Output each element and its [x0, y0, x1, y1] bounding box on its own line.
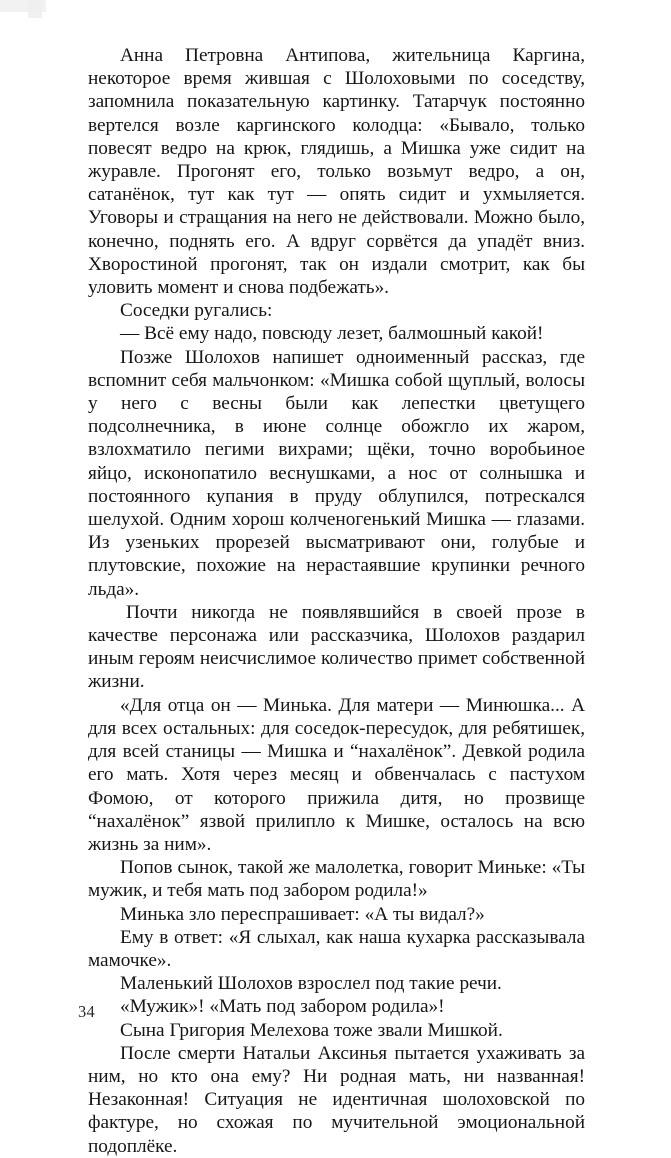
paragraph: Соседки ругались: — [120, 300, 273, 322]
page-text-block — [88, 44, 585, 1158]
paragraph: Позже Шолохов напишет одноименный рассказ, где вспомнит себя мальчонком: «Мишка собой щуплый, волосы у него с весны были как лепестки цветущего подсолнечника, в июне солнце обожгло их жаром, взлохматило пегими вихрами; щёки, точно воробьиное яйцо, исконопатило веснушками, а нос от солнышка и постоянного купания в пруду облупился, потрескался шелухой. Одним хорош колченогенький Мишка — глазами. Из узеньких прорезей высматривают они, голубые и плутовские, похожие на нерастаявшие крупинки речного льда». — [88, 346, 585, 600]
paragraph: После смерти Натальи Аксинья пытается ухаживать за ним, но кто она ему? Ни родная мать, ни названная! Незаконная! Ситуация не идентичная шолоховской по фактуре, но схожая по мучительной эмоциональной подоплёке. — [88, 1042, 585, 1157]
paragraph: Почти никогда не появлявшийся в своей прозе в качестве персонажа или рассказчика, Шолохов раздарил иным героям неисчислимое количество примет собственной жизни. — [88, 601, 585, 693]
scan-artifact-top-left-secondary — [28, 0, 42, 18]
page-number: 34 — [78, 1002, 95, 1021]
paragraph: Сына Григория Мелехова тоже звали Мишкой. — [120, 1019, 503, 1041]
paragraph: «Мужик»! «Мать под забором родила»! — [120, 996, 445, 1018]
paragraph: Минька зло переспрашивает: «А ты видал?» — [120, 903, 485, 925]
paragraph: Анна Петровна Антипова, жительница Каргина, некоторое время жившая с Шолоховыми по соседству, запомнила показательную картинку. Татарчук постоянно вертелся возле каргинского колодца: «Бывало, только повесят ведро на крюк, глядишь, а Мишка уже сидит на журавле. Прогонят его, только возьмут ведро, а он, сатанёнок, тут как тут — опять сидит и ухмыляется. Уговоры и стращания на него не действовали. Можно было, конечно, поднять его. А вдруг сорвётся да упадёт вниз. Хворостиной прогонят, так он издали смотрит, как бы уловить момент и снова подбежать». — [88, 45, 585, 299]
paragraph-quotation: «Для отца он — Минька. Для матери — Минюшка... А для всех остальных: для соседок-пересудок, для ребятишек, для всей станицы — Мишка и “нахалёнок”. Девкой родила его мать. Хотя через месяц и обвенчалась с пастухом Фомою, от которого прижила дитя, но прозвище “нахалёнок” язвой прилипло к Мишке, осталось на всю жизнь за ним». — [88, 694, 585, 855]
paragraph-dialogue: — Всё ему надо, повсюду лезет, балмошный какой! — [120, 323, 544, 345]
paragraph: Попов сынок, такой же малолетка, говорит Миньке: «Ты мужик, и тебя мать под забором родила!» — [88, 857, 585, 902]
paragraph: Маленький Шолохов взрослел под такие речи. — [120, 973, 502, 995]
paragraph: Ему в ответ: «Я слыхал, как наша кухарка рассказывала мамочке». — [88, 926, 585, 971]
